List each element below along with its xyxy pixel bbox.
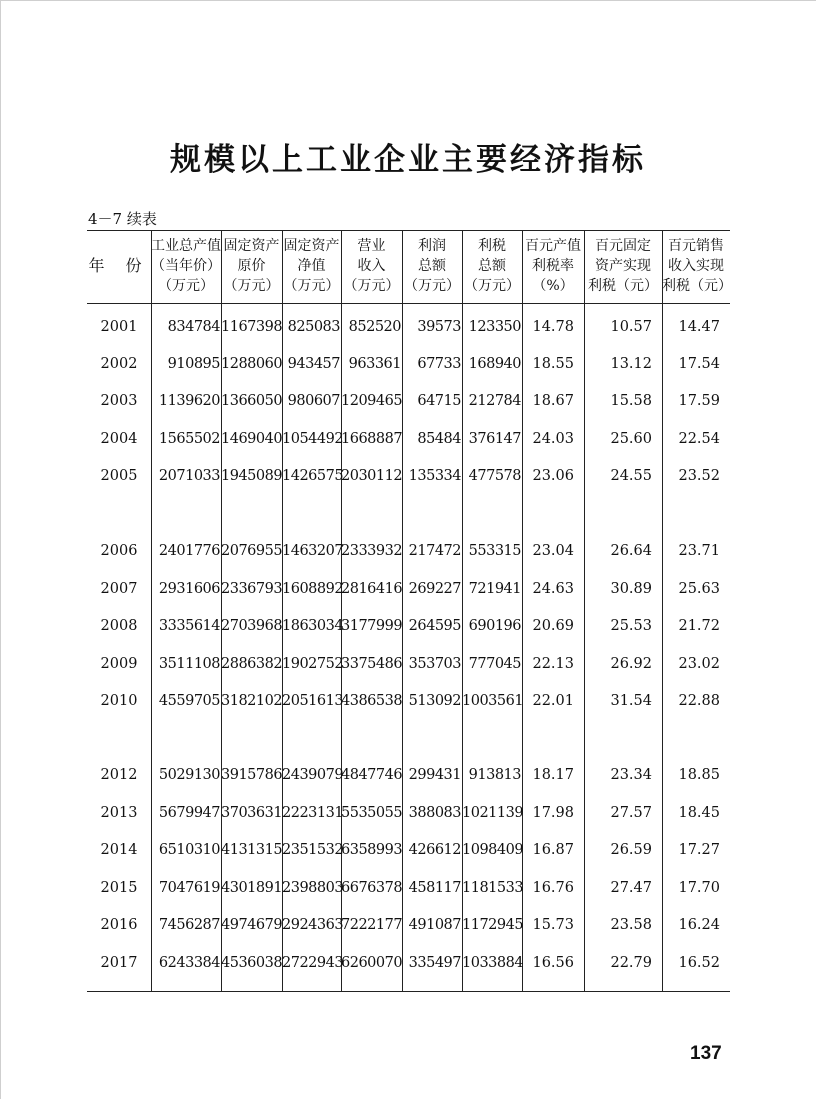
value-cell: 27.57 [610,805,652,821]
value-cell: 3915786 [221,767,283,783]
value-cell: 27.47 [610,880,652,896]
column-header [584,236,662,302]
value-cell: 1863034 [282,618,344,634]
value-cell: 2351532 [282,842,344,858]
column-header-line: 百元产值 [525,238,581,254]
value-cell: 1608892 [282,581,344,597]
column-header-line: （万元） [283,278,340,294]
column-header-line: （万元） [158,278,214,294]
value-cell: 67733 [417,356,461,372]
value-cell: 5679947 [158,805,220,821]
table-row [87,802,730,824]
value-cell: 3335614 [158,618,220,634]
value-cell: 963361 [348,356,401,372]
value-cell: 25.60 [610,431,652,447]
year-cell: 2017 [100,955,138,971]
value-cell: 4559705 [158,693,220,709]
value-cell: 690196 [468,618,521,634]
value-cell: 3177999 [341,618,403,634]
value-cell: 4974679 [221,917,283,933]
value-cell: 335497 [408,955,461,971]
value-cell: 18.67 [532,393,574,409]
column-header [522,236,584,302]
value-cell: 16.52 [678,955,720,971]
column-header-line: 净值 [297,258,326,274]
table-row [87,914,730,936]
value-cell: 2924363 [282,917,344,933]
value-cell: 3182102 [221,693,283,709]
value-cell: 30.89 [610,581,652,597]
value-cell: 14.78 [532,319,574,335]
column-header-line: 营业 [357,238,386,254]
value-cell: 23.58 [610,917,652,933]
value-cell: 16.56 [532,955,574,971]
value-cell: 23.02 [678,656,720,672]
column-header-line: 固定资产 [223,238,280,254]
value-cell: 299431 [408,767,461,783]
value-cell: 7047619 [158,880,220,896]
column-header [151,236,221,302]
value-cell: 1945089 [221,468,283,484]
value-cell: 26.92 [610,656,652,672]
value-cell: 913813 [468,767,521,783]
year-cell: 2008 [100,618,138,634]
value-cell: 777045 [468,656,521,672]
column-header [402,236,462,302]
value-cell: 64715 [417,393,461,409]
column-header-line: 收入 [357,258,386,274]
value-cell: 18.55 [532,356,574,372]
value-cell: 1003561 [462,693,524,709]
table-bottom-rule [87,991,730,992]
column-header-line: （万元） [343,278,400,294]
value-cell: 14.47 [678,319,720,335]
value-cell: 852520 [348,319,401,335]
value-cell: 353703 [408,656,461,672]
value-cell: 168940 [468,356,521,372]
column-header-line: 利税（元） [662,278,732,294]
table-row [87,839,730,861]
value-cell: 7456287 [158,917,220,933]
value-cell: 1054492 [282,431,344,447]
column-header-line: 资产实现 [595,258,651,274]
value-cell: 1902752 [282,656,344,672]
table-row [87,316,730,338]
column-header-line: （%） [532,278,574,294]
value-cell: 13.12 [610,356,652,372]
column-header-line: 利润 [418,238,446,254]
value-cell: 2333932 [341,543,403,559]
value-cell: 834784 [167,319,220,335]
table-row [87,615,730,637]
value-cell: 2076955 [221,543,283,559]
column-header-line: 百元固定 [595,238,651,254]
value-cell: 22.13 [532,656,574,672]
year-cell: 2014 [100,842,138,858]
column-header-line: 原价 [237,258,266,274]
table-row [87,952,730,974]
column-header-line: （万元） [464,278,520,294]
value-cell: 22.79 [610,955,652,971]
value-cell: 4301891 [221,880,283,896]
year-cell: 2009 [100,656,138,672]
value-cell: 2051613 [282,693,344,709]
value-cell: 1366050 [221,393,283,409]
header-year: 年 份 [88,256,150,275]
value-cell: 23.71 [678,543,720,559]
value-cell: 2816416 [341,581,403,597]
value-cell: 17.27 [678,842,720,858]
table-row [87,540,730,562]
value-cell: 1172945 [462,917,524,933]
year-cell: 2001 [100,319,138,335]
value-cell: 5535055 [341,805,403,821]
value-cell: 25.63 [678,581,720,597]
value-cell: 26.64 [610,543,652,559]
column-header-line: 利税率 [532,258,574,274]
value-cell: 477578 [468,468,521,484]
value-cell: 6243384 [158,955,220,971]
value-cell: 4536038 [221,955,283,971]
year-cell: 2010 [100,693,138,709]
table-row [87,653,730,675]
column-header-line: 总额 [418,258,446,274]
value-cell: 16.24 [678,917,720,933]
column-header-line: 收入实现 [668,258,724,274]
value-cell: 7222177 [341,917,403,933]
table-row [87,428,730,450]
column-header [221,236,282,302]
value-cell: 22.88 [678,693,720,709]
year-cell: 2002 [100,356,138,372]
value-cell: 17.54 [678,356,720,372]
value-cell: 17.70 [678,880,720,896]
value-cell: 269227 [408,581,461,597]
value-cell: 16.76 [532,880,574,896]
value-cell: 721941 [468,581,521,597]
value-cell: 2722943 [282,955,344,971]
table-row [87,764,730,786]
column-header-line: （万元） [223,278,280,294]
column-header-line: （当年价） [151,258,221,274]
value-cell: 1668887 [341,431,403,447]
value-cell: 21.72 [678,618,720,634]
value-cell: 6510310 [158,842,220,858]
value-cell: 513092 [408,693,461,709]
value-cell: 1565502 [158,431,220,447]
value-cell: 1469040 [221,431,283,447]
column-header-line: （万元） [404,278,460,294]
value-cell: 426612 [408,842,461,858]
value-cell: 123350 [468,319,521,335]
value-cell: 458117 [408,880,461,896]
year-cell: 2004 [100,431,138,447]
year-cell: 2005 [100,468,138,484]
table-row [87,353,730,375]
value-cell: 1463207 [282,543,344,559]
value-cell: 212784 [468,393,521,409]
table-row [87,465,730,487]
value-cell: 1098409 [462,842,524,858]
value-cell: 6260070 [341,955,403,971]
value-cell: 1033884 [462,955,524,971]
value-cell: 17.98 [532,805,574,821]
value-cell: 2223131 [282,805,344,821]
value-cell: 23.52 [678,468,720,484]
page-title: 规模以上工业企业主要经济指标 [170,142,646,178]
value-cell: 2931606 [158,581,220,597]
value-cell: 2439079 [282,767,344,783]
value-cell: 2071033 [158,468,220,484]
year-cell: 2012 [100,767,138,783]
table-top-rule [87,230,730,231]
value-cell: 20.69 [532,618,574,634]
value-cell: 491087 [408,917,461,933]
table-row [87,578,730,600]
table-header-rule [87,303,730,304]
column-header-line: 总额 [478,258,506,274]
value-cell: 2886382 [221,656,283,672]
value-cell: 1209465 [341,393,403,409]
value-cell: 135334 [408,468,461,484]
value-cell: 910895 [167,356,220,372]
page-number: 137 [690,1043,722,1064]
value-cell: 376147 [468,431,521,447]
value-cell: 6358993 [341,842,403,858]
page-edge [0,0,816,1]
value-cell: 26.59 [610,842,652,858]
column-header-line: 利税（元） [588,278,658,294]
value-cell: 3703631 [221,805,283,821]
value-cell: 1288060 [221,356,283,372]
value-cell: 3375486 [341,656,403,672]
value-cell: 25.53 [610,618,652,634]
value-cell: 22.01 [532,693,574,709]
year-cell: 2006 [100,543,138,559]
value-cell: 553315 [468,543,521,559]
value-cell: 4131315 [221,842,283,858]
value-cell: 217472 [408,543,461,559]
column-header-line: 固定资产 [283,238,340,254]
value-cell: 1021139 [462,805,524,821]
value-cell: 264595 [408,618,461,634]
year-cell: 2007 [100,581,138,597]
year-cell: 2015 [100,880,138,896]
column-header [462,236,522,302]
value-cell: 23.04 [532,543,574,559]
value-cell: 10.57 [610,319,652,335]
value-cell: 18.17 [532,767,574,783]
year-cell: 2013 [100,805,138,821]
year-cell: 2016 [100,917,138,933]
value-cell: 1426575 [282,468,344,484]
value-cell: 24.63 [532,581,574,597]
value-cell: 980607 [287,393,340,409]
value-cell: 825083 [287,319,340,335]
year-cell: 2003 [100,393,138,409]
value-cell: 85484 [417,431,461,447]
column-header-line: 百元销售 [668,238,724,254]
value-cell: 18.45 [678,805,720,821]
value-cell: 24.03 [532,431,574,447]
value-cell: 22.54 [678,431,720,447]
value-cell: 39573 [417,319,461,335]
value-cell: 943457 [287,356,340,372]
value-cell: 4386538 [341,693,403,709]
value-cell: 388083 [408,805,461,821]
column-header [662,236,730,302]
column-header [341,236,402,302]
value-cell: 2401776 [158,543,220,559]
column-header-line: 工业总产值 [151,238,221,254]
value-cell: 24.55 [610,468,652,484]
value-cell: 15.58 [610,393,652,409]
value-cell: 1139620 [158,393,220,409]
value-cell: 18.85 [678,767,720,783]
value-cell: 23.34 [610,767,652,783]
value-cell: 16.87 [532,842,574,858]
value-cell: 23.06 [532,468,574,484]
value-cell: 2703968 [221,618,283,634]
value-cell: 2030112 [341,468,403,484]
value-cell: 2398803 [282,880,344,896]
table-row [87,877,730,899]
value-cell: 4847746 [341,767,403,783]
value-cell: 6676378 [341,880,403,896]
table-row [87,390,730,412]
value-cell: 5029130 [158,767,220,783]
column-header [282,236,341,302]
value-cell: 17.59 [678,393,720,409]
table-row [87,690,730,712]
table-id: 4－7 续表 [88,210,157,228]
value-cell: 2336793 [221,581,283,597]
value-cell: 15.73 [532,917,574,933]
value-cell: 31.54 [610,693,652,709]
value-cell: 3511108 [158,656,220,672]
column-header-line: 利税 [478,238,506,254]
value-cell: 1181533 [462,880,524,896]
value-cell: 1167398 [221,319,283,335]
